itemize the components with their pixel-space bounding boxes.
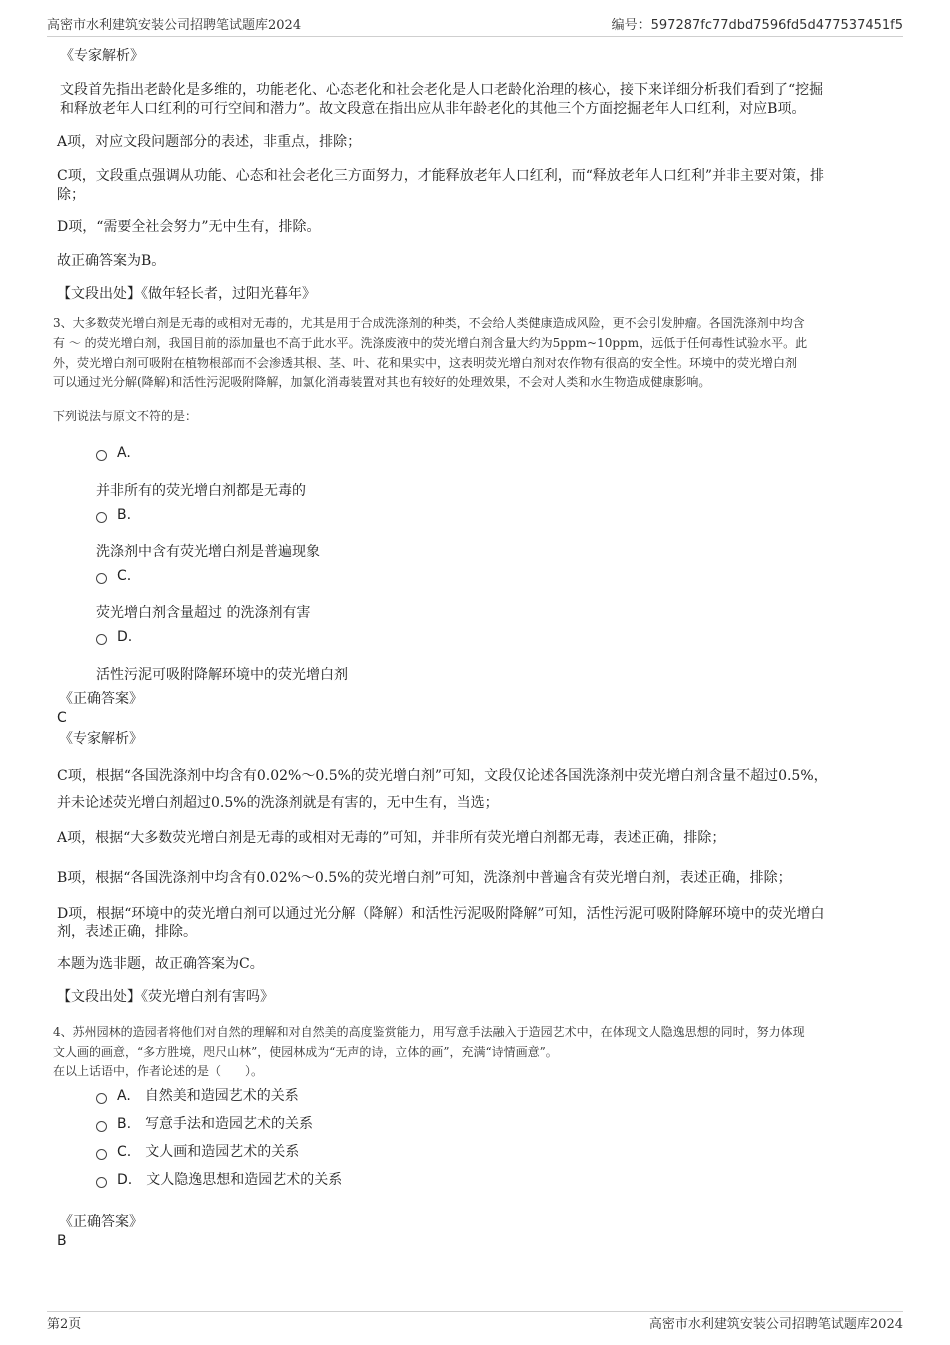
q4-option-c-letter: C. [117, 1144, 132, 1160]
header-divider [47, 36, 903, 37]
q3-option-a-text: 并非所有的荧光增白剂都是无毒的 [96, 483, 306, 499]
q3-option-a-analysis: A项，根据“大多数荧光增白剂是无毒的或相对无毒的”可知，并非所有荧光增白剂都无毒，表述正确，排除； [57, 830, 726, 846]
q4-option-c-text: 文人画和造园艺术的关系 [145, 1144, 300, 1160]
prev-para1-l2: 和释放老年人口红利的可行空间和潜力”。故文段意在指出应从非年龄老化的其他三个方面挖掘老年人口红利，对应B项。 [60, 101, 806, 117]
q3-option-d-text: 活性污泥可吸附降解环境中的荧光增白剂 [96, 667, 348, 683]
q3-passage-l2: 有 ～ 的荧光增白剂，我国目前的添加量也不高于此水平。洗涤废液中的荧光增白剂含量大约为5ppm~10ppm，远低于任何毒性试验水平。此 [53, 336, 808, 350]
prev-para1-l1: 文段首先指出老龄化是多维的，功能老化、心态老化和社会老化是人口老龄化治理的核心，接下来详细分析我们看到了“挖掘 [60, 82, 824, 98]
q4-answer: B [57, 1233, 67, 1249]
q4-option-a [117, 1086, 299, 1106]
prev-answer: 故正确答案为B。 [57, 253, 166, 269]
q4-option-c [117, 1142, 299, 1162]
q3-option-d-letter: D. [117, 629, 133, 645]
q3-passage-l4: 可以通过光分解(降解)和活性污泥吸附降解，加氯化消毒装置对其也有较好的处理效果，不会对人类和水生物造成健康影响。 [53, 375, 711, 389]
q4-option-d [117, 1170, 342, 1190]
q3-conclusion: 本题为选非题，故正确答案为C。 [57, 956, 264, 972]
q4-passage-l2: 文人画的画意，“多方胜境，咫尺山林”，使园林成为“无声的诗，立体的画”，充满“诗情画意”。 [53, 1045, 558, 1059]
q3-option-c-analysis-l1: C项，根据“各国洗涤剂中均含有0.02%～0.5%的荧光增白剂”可知，文段仅论述各国洗涤剂中荧光增白剂含量不超过0.5%， [57, 768, 828, 784]
q3-option-b-text: 洗涤剂中含有荧光增白剂是普遍现象 [96, 544, 320, 560]
q4-option-d-radio[interactable] [96, 1177, 107, 1188]
header-title: 高密市水利建筑安装公司招聘笔试题库2024 [47, 18, 302, 33]
q4-option-a-letter: A. [117, 1088, 131, 1104]
q3-passage-l1: 3、大多数荧光增白剂是无毒的或相对无毒的，尤其是用于合成洗涤剂的种类，不会给人类健康造成风险，更不会引发肿瘤。各国洗涤剂中均含 [53, 316, 805, 330]
q4-option-a-text: 自然美和造园艺术的关系 [144, 1088, 299, 1104]
q4-option-d-letter: D. [117, 1172, 133, 1188]
q3-option-c-radio[interactable] [96, 573, 107, 584]
prev-option-c-analysis-l1: C项，文段重点强调从功能、心态和社会老化三方面努力，才能释放老年人口红利，而“释放老年人口红利”并非主要对策，排 [57, 168, 825, 184]
q3-answer-label: 《正确答案》 [59, 691, 143, 707]
q3-analysis-label: 《专家解析》 [59, 731, 143, 747]
q3-option-d-analysis-l2: 剂，表述正确，排除。 [57, 924, 197, 940]
q4-option-b-letter: B. [117, 1116, 132, 1132]
q3-question: 下列说法与原文不符的是： [53, 409, 198, 423]
q3-answer: C [57, 710, 67, 726]
q4-question: 在以上话语中，作者论述的是（ ）。 [53, 1064, 264, 1078]
q3-option-d-analysis-l1: D项，根据“环境中的荧光增白剂可以通过光分解（降解）和活性污泥吸附降解”可知，活性污泥可吸附降解环境中的荧光增白 [57, 906, 825, 922]
footer-title: 高密市水利建筑安装公司招聘笔试题库2024 [648, 1317, 903, 1332]
header-code-value: 597287fc77dbd7596fd5d477537451f5 [650, 18, 903, 33]
q4-passage-l1: 4、苏州园林的造园者将他们对自然的理解和对自然美的高度鉴赏能力，用写意手法融入于造园艺术中，在体现文人隐逸思想的同时，努力体现 [53, 1025, 805, 1039]
q3-option-c-letter: C. [117, 568, 132, 584]
q3-option-c-text: 荧光增白剂含量超过 的洗涤剂有害 [96, 605, 311, 621]
prev-option-c-analysis-l2: 除； [57, 187, 85, 203]
q4-option-c-radio[interactable] [96, 1149, 107, 1160]
q3-passage-l3: 外，荧光增白剂可吸附在植物根部而不会渗透其根、茎、叶、花和果实中，这表明荧光增白剂对农作物有很高的安全性。环境中的荧光增白剂 [53, 356, 798, 370]
prev-analysis-label: 《专家解析》 [60, 48, 144, 64]
q3-option-a-radio[interactable] [96, 450, 107, 461]
q3-option-b-analysis: B项，根据“各国洗涤剂中均含有0.02%～0.5%的荧光增白剂”可知，洗涤剂中普遍含有荧光增白剂，表述正确，排除； [57, 870, 792, 886]
q4-option-b-text: 写意手法和造园艺术的关系 [145, 1116, 314, 1132]
header-code [612, 14, 903, 33]
prev-option-d-analysis: D项，“需要全社会努力”无中生有，排除。 [57, 219, 321, 235]
q3-source: 【文段出处】《荧光增白剂有害吗》 [57, 989, 274, 1005]
prev-option-a-analysis: A项，对应文段问题部分的表述，非重点，排除； [57, 134, 362, 150]
q3-option-a-letter: A. [117, 445, 131, 461]
page-header [47, 14, 903, 34]
prev-source: 【文段出处】《做年轻长者，过阳光暮年》 [57, 286, 316, 302]
q4-option-b-radio[interactable] [96, 1121, 107, 1132]
q3-option-b-letter: B. [117, 507, 132, 523]
page-footer [47, 1313, 903, 1333]
footer-divider [47, 1311, 903, 1312]
q4-option-b [117, 1114, 313, 1134]
q3-option-d-radio[interactable] [96, 634, 107, 645]
q4-option-a-radio[interactable] [96, 1093, 107, 1104]
q3-option-b-radio[interactable] [96, 512, 107, 523]
q4-answer-label: 《正确答案》 [59, 1214, 143, 1230]
q4-option-d-text: 文人隐逸思想和造园艺术的关系 [146, 1172, 343, 1188]
header-code-label: 编号： [611, 18, 651, 33]
q3-option-c-analysis-l2: 并未论述荧光增白剂超过0.5%的洗涤剂就是有害的，无中生有，当选； [57, 795, 499, 811]
footer-page-number: 第2页 [47, 1317, 82, 1332]
